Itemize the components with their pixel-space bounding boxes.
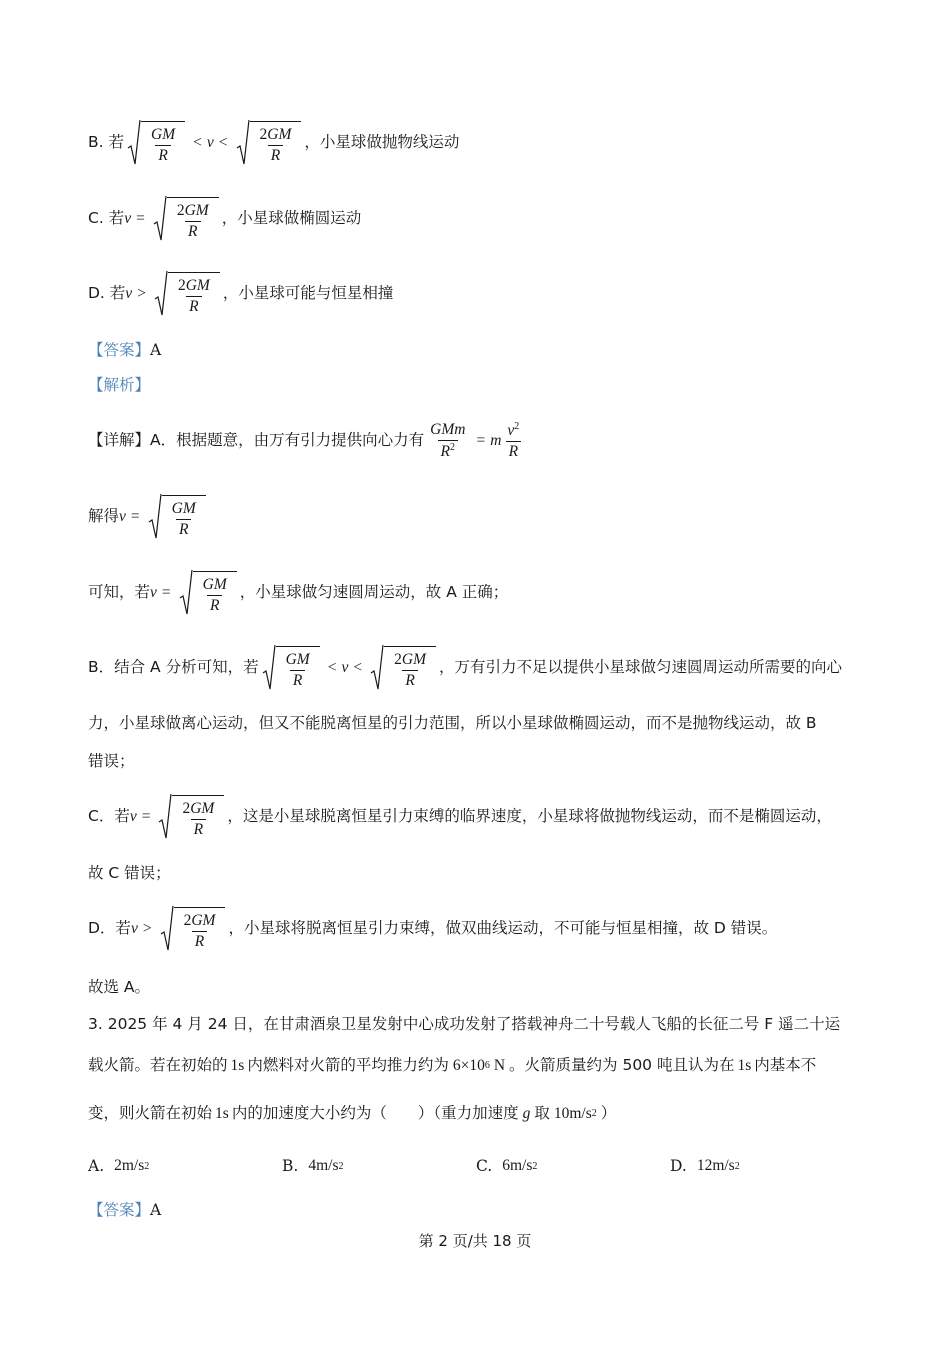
formula-gravity-centripetal: $\frac{\text{GMm}}{R^2}$ = m $\frac{v^2}{R}$ xyxy=(430,421,520,460)
g-value: 10m/s 2 xyxy=(553,1105,597,1122)
formula-v-eq-sqrt-2gm-r: v = $\frac{2GM}{R}$ xyxy=(124,194,222,244)
detail-d: D．若 v > $\frac{2GM}{R}$ ，小星球将脱离恒星引力束缚，做双曲线运动，不可能与恒星相撞，故 D 错误。 xyxy=(88,904,870,954)
thrust-value: 6×10 6 N xyxy=(452,1057,506,1074)
formula-sqrt-gm-r-range: $\frac{GM}{R}$ < v < $\frac{2GM}{R}$ xyxy=(124,118,304,168)
formula-d: v > $\frac{2GM}{R}$ xyxy=(131,904,229,954)
formula-c: v = $\frac{2GM}{R}$ xyxy=(130,792,228,842)
detail-a: 【详解】 A．根据题意，由万有引力提供向心力有 $\frac{\text{GMm}}{R^2}$ = m $\frac{v^2}{R}$ xyxy=(88,422,870,459)
one-second: 1s xyxy=(230,1057,245,1074)
detail-b-line3: 错误； xyxy=(88,752,135,770)
detail-know: 可知，若 v = $\frac{GM}{R}$ ，小星球做匀速圆周运动，故 A 正确； xyxy=(88,568,870,618)
q3-line2: 载火箭。若在初始的 1s 内燃料对火箭的平均推力约为 6×10 6 N 。火箭质量约为 500 吨且认为在 1s 内基本不 xyxy=(88,1056,817,1074)
page-footer: 第 2 页/共 18 页 xyxy=(418,1232,532,1250)
option-b: B. 若 $\frac{GM}{R}$ < v < $\frac{2GM}{R}$ ，小星球做抛物线运动 xyxy=(88,118,870,168)
detail-c-line2: 故 C 错误； xyxy=(88,864,171,882)
conclusion: 故选 A。 xyxy=(88,978,151,996)
answer-q2: 【答案】 A xyxy=(88,341,162,359)
formula-v-gt-sqrt-2gm-r: v > $\frac{2GM}{R}$ xyxy=(125,269,223,319)
q3-option-c[interactable]: C. 6m/s 2 xyxy=(476,1157,538,1175)
detail-b: B．结合 A 分析可知，若 $\frac{GM}{R}$ < v < $\frac{2GM}{R}$ ，万有引力不足以提供小星球做匀速圆周运动所需要的向心 xyxy=(88,643,870,693)
detail-b-line2: 力，小星球做离心运动，但又不能脱离恒星的引力范围，所以小星球做椭圆运动，而不是抛物线运动，故 B xyxy=(88,714,817,732)
detail-solve: 解得 v = $\frac{GM}{R}$ xyxy=(88,492,870,542)
detail-c: C．若 v = $\frac{2GM}{R}$ ，这是小星球脱离恒星引力束缚的临界速度，小星球将做抛物线运动，而不是椭圆运动， xyxy=(88,792,870,842)
q3-line3: 变，则火箭在初始 1s 内的加速度大小约为（ ）（重力加速度 g 取 10m/s 2 ） xyxy=(88,1104,617,1122)
option-d: D. 若 v > $\frac{2GM}{R}$ ，小星球可能与恒星相撞 xyxy=(88,269,870,319)
q3-line1: 3. 2025 年 4 月 24 日，在甘肃酒泉卫星发射中心成功发射了搭载神舟二十号载人飞船的长征二号 F 遥二十运 xyxy=(88,1015,841,1033)
formula-b-range: $\frac{GM}{R}$ < v < $\frac{2GM}{R}$ xyxy=(259,643,439,693)
option-c: C. 若 v = $\frac{2GM}{R}$ ，小星球做椭圆运动 xyxy=(88,194,870,244)
formula-v-eq-sqrt-gm-r-2: v = $\frac{GM}{R}$ xyxy=(150,568,240,618)
analysis-heading: 【解析】 xyxy=(88,376,151,394)
q3-option-d[interactable]: D. 12m/s 2 xyxy=(670,1157,740,1175)
formula-v-eq-sqrt-gm-r: v = $\frac{GM}{R}$ xyxy=(119,492,209,542)
q3-option-a[interactable]: A. 2m/s 2 xyxy=(88,1157,150,1175)
q3-option-b[interactable]: B. 4m/s 2 xyxy=(282,1157,344,1175)
answer-q3: 【答案】 A xyxy=(88,1201,162,1219)
